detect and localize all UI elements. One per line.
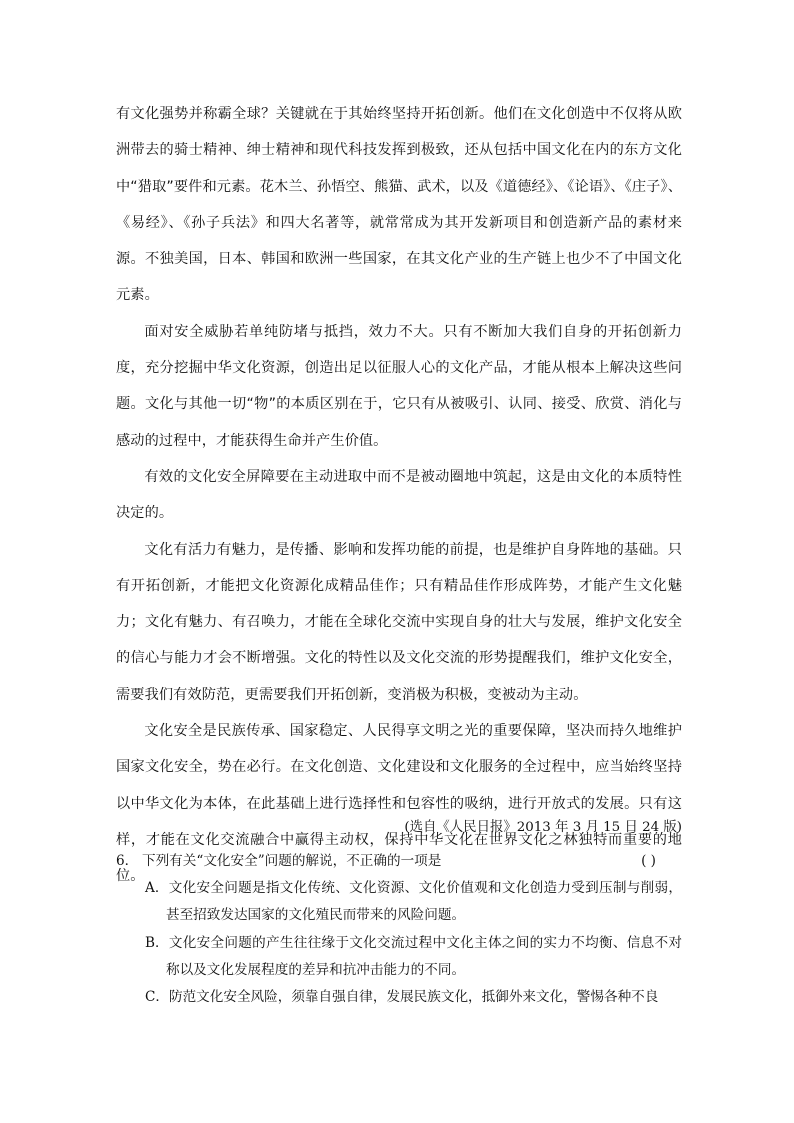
question-stem bbox=[116, 848, 682, 875]
option-c-text: 防范文化安全风险，须靠自强自律，发展民族文化，抵御外来文化，警惕各种不良 bbox=[169, 989, 659, 1006]
article-paragraph-1: 有文化强势并称霸全球？关键就在于其始终坚持开拓创新。他们在文化创造中不仅将从欧洲带去的骑士精神、绅士精神和现代科技发挥到极致，还从包括中国文化在内的东方文化中“猎取”要件和元素。花木兰、孙悟空、熊猫、武术，以及《道德经》、《论语》、《庄子》、《易经》、《孙子兵法》和四大名著等，就常常成为其开发新项目和创造新产品的素材来源。不独美国，日本、韩国和欧洲一些国家，在其文化产业的生产链上也少不了中国文化元素。 bbox=[116, 106, 682, 304]
option-b-letter: B． bbox=[145, 934, 169, 951]
article-paragraph-3: 有效的文化安全屏障要在主动进取中而不是被动圈地中筑起，这是由文化的本质特性决定的。 bbox=[116, 468, 682, 522]
option-c-letter: C． bbox=[145, 989, 169, 1006]
question-stem-text-group bbox=[116, 848, 441, 875]
question-stem-text: 下列有关“文化安全”问题的解说，不正确的一项是 bbox=[142, 853, 442, 869]
article-source: (选自《人民日报》2013 年 3 月 15 日 24 版) bbox=[404, 820, 682, 835]
option-c bbox=[116, 984, 682, 1011]
option-b bbox=[116, 930, 682, 984]
option-a-letter: A． bbox=[145, 880, 169, 897]
option-a-text: 文化安全问题是指文化传统、文化资源、文化价值观和文化创造力受到压制与削弱，甚至招致发达国家的文化殖民而带来的风险问题。 bbox=[166, 880, 682, 924]
question-block bbox=[116, 848, 682, 1011]
answer-bracket: ( ) bbox=[641, 853, 656, 869]
article-paragraph-2: 面对安全威胁若单纯防堵与抵挡，效力不大。只有不断加大我们自身的开拓创新力度，充分挖掘中华文化资源，创造出足以征服人心的文化产品，才能从根本上解决这些问题。文化与其他一切“物”的本质区别在于，它只有从被吸引、认同、接受、欣赏、消化与感动的过程中，才能获得生命并产生价值。 bbox=[116, 323, 682, 449]
question-number: 6． bbox=[116, 853, 139, 869]
option-b-text: 文化安全问题的产生往往缘于文化交流过程中文化主体之间的实力不均衡、信息不对称以及文化发展程度的差异和抗冲击能力的不同。 bbox=[166, 934, 682, 978]
article-paragraph-5: 文化安全是民族传承、国家稳定、人民得享文明之光的重要保障，坚决而持久地维护国家文化安全，势在必行。在文化创造、文化建设和文化服务的全过程中，应当始终坚持以中华文化为本体，在此基础上进行选择性和包容性的吸纳，进行开放式的发展。只有这样，才能在文化交流融合中赢得主动权，保持中华文化在世界文化之林独特而重要的地位。 bbox=[116, 723, 682, 885]
article-body bbox=[116, 96, 682, 895]
option-a bbox=[116, 875, 682, 929]
article-paragraph-4: 文化有活力有魅力，是传播、影响和发挥功能的前提，也是维护自身阵地的基础。只有开拓创新，才能把文化资源化成精品佳作；只有精品佳作形成阵势，才能产生文化魅力；文化有魅力、有召唤力，才能在全球化交流中实现自身的壮大与发展，维护文化安全的信心与能力才会不断增强。文化的特性以及文化交流的形势提醒我们，维护文化安全，需要我们有效防范，更需要我们开拓创新，变消极为积极，变被动为主动。 bbox=[116, 541, 682, 703]
